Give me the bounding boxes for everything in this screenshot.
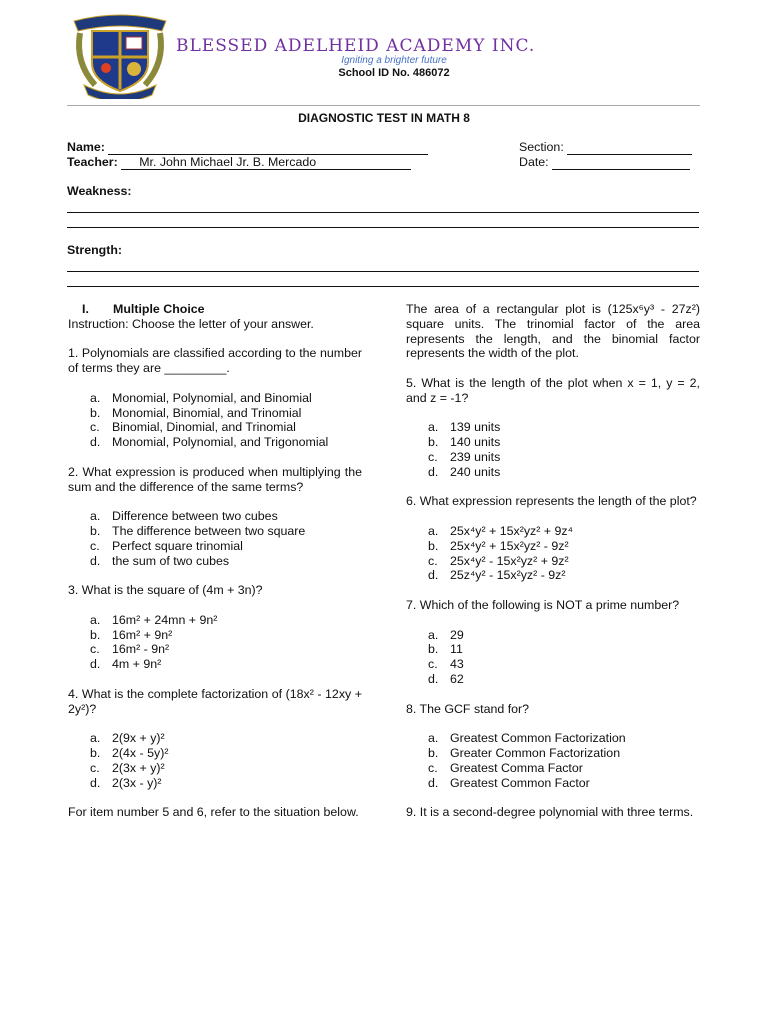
teacher-field[interactable]	[67, 155, 411, 170]
answer-option[interactable]	[428, 420, 722, 435]
instruction: Instruction: Choose the letter of your answer.	[68, 316, 314, 331]
answer-options	[68, 731, 362, 790]
question-text: 2. What expression is produced when multiplying the sum and the difference of the same terms?	[68, 464, 362, 494]
option-letter: b.	[90, 745, 101, 760]
answer-option[interactable]	[428, 628, 722, 643]
option-letter: a.	[428, 420, 439, 435]
section-title: Multiple Choice	[113, 302, 205, 316]
section-field[interactable]	[519, 140, 692, 155]
name-label: Name:	[67, 140, 105, 154]
option-text: 2(3x + y)²	[112, 760, 165, 775]
option-letter: a.	[428, 523, 439, 538]
option-letter: a.	[428, 627, 439, 642]
answer-option[interactable]	[90, 539, 384, 554]
section-label: Section:	[519, 140, 564, 154]
option-text: 2(9x + y)²	[112, 731, 165, 746]
option-letter: d.	[90, 657, 101, 672]
option-text: 25x⁴y² + 15x²yz² - 9z²	[450, 538, 569, 553]
option-text: 16m² + 24mn + 9n²	[112, 612, 218, 627]
answer-option[interactable]	[428, 776, 722, 791]
answer-option[interactable]	[90, 776, 384, 791]
header-divider	[67, 105, 700, 106]
option-letter: b.	[90, 523, 101, 538]
answer-option[interactable]	[90, 554, 384, 569]
answer-option[interactable]	[428, 539, 722, 554]
answer-option[interactable]	[90, 420, 384, 435]
answer-options	[68, 391, 362, 450]
option-text: 25x⁴y² + 15x²yz² + 9z⁴	[450, 523, 573, 538]
test-title: DIAGNOSTIC TEST IN MATH 8	[298, 111, 470, 125]
option-text: 25x⁴y² - 15x²yz² + 9z²	[450, 553, 569, 568]
situation-text: The area of a rectangular plot is (125x⁶y³ - 27z²) square units. The trinomial factor of the area represents the length, and the binomial factor represents the width of the plot.	[406, 302, 700, 361]
option-text: Binomial, Dinomial, and Trinomial	[112, 420, 296, 435]
option-letter: a.	[90, 612, 101, 627]
option-text: 11	[450, 642, 463, 657]
option-text: 25z⁴y² - 15x²yz² - 9z²	[450, 568, 566, 583]
answer-option[interactable]	[90, 524, 384, 539]
option-letter: d.	[90, 775, 101, 790]
option-text: Monomial, Binomial, and Trinomial	[112, 405, 302, 420]
answer-option[interactable]	[428, 450, 722, 465]
strength-line[interactable]	[67, 286, 699, 287]
option-letter: c.	[428, 449, 438, 464]
option-text: 43	[450, 657, 464, 672]
option-text: 16m² + 9n²	[112, 627, 173, 642]
option-text: 2(4x - 5y)²	[112, 745, 169, 760]
school-name: BLESSED ADELHEID ACADEMY INC.	[176, 36, 536, 56]
answer-options	[406, 628, 700, 687]
option-letter: b.	[90, 405, 101, 420]
answer-options	[406, 731, 700, 790]
answer-option[interactable]	[428, 731, 722, 746]
question-text: 8. The GCF stand for?	[406, 701, 530, 716]
weakness-line[interactable]	[67, 212, 699, 213]
answer-option[interactable]	[428, 672, 722, 687]
answer-option[interactable]	[90, 746, 384, 761]
option-text: Difference between two cubes	[112, 509, 278, 524]
date-field[interactable]	[519, 155, 690, 170]
option-text: Greatest Common Factor	[450, 775, 590, 790]
weakness-label: Weakness:	[67, 184, 132, 198]
question-text: 6. What expression represents the length of the plot?	[406, 494, 697, 509]
option-letter: d.	[428, 775, 439, 790]
option-letter: b.	[90, 627, 101, 642]
answer-option[interactable]	[90, 613, 384, 628]
left-column	[68, 302, 362, 835]
school-id: School ID No. 486072	[338, 67, 450, 79]
option-letter: a.	[90, 731, 101, 746]
option-text: the sum of two cubes	[112, 553, 230, 568]
answer-option[interactable]	[428, 761, 722, 776]
option-letter: a.	[90, 509, 101, 524]
option-letter: b.	[428, 538, 439, 553]
option-text: 239 units	[450, 449, 501, 464]
answer-option[interactable]	[428, 524, 722, 539]
option-text: Greatest Common Factorization	[450, 731, 626, 746]
option-text: 240 units	[450, 464, 501, 479]
question-text: 4. What is the complete factorization of (18x² - 12xy + 2y²)?	[68, 686, 362, 716]
option-letter: d.	[90, 553, 101, 568]
situation-note: For item number 5 and 6, refer to the situation below.	[68, 805, 359, 820]
question-text: 7. Which of the following is NOT a prime number?	[406, 597, 680, 612]
right-column	[406, 302, 700, 835]
weakness-line[interactable]	[67, 227, 699, 228]
option-text: Monomial, Polynomial, and Binomial	[112, 390, 312, 405]
date-label: Date:	[519, 155, 549, 169]
answer-option[interactable]	[428, 554, 722, 569]
option-text: Greatest Comma Factor	[450, 760, 583, 775]
answer-options	[68, 509, 362, 568]
answer-option[interactable]	[90, 731, 384, 746]
answer-option[interactable]	[428, 657, 722, 672]
option-letter: b.	[428, 435, 439, 450]
option-text: The difference between two square	[112, 523, 306, 538]
option-text: 29	[450, 627, 464, 642]
question-text: 1. Polynomials are classified according to the number of terms they are _________.	[68, 346, 362, 376]
option-text: 140 units	[450, 435, 501, 450]
option-letter: a.	[428, 731, 439, 746]
answer-option[interactable]	[428, 435, 722, 450]
answer-option[interactable]	[90, 391, 384, 406]
option-text: 2(3x - y)²	[112, 775, 162, 790]
option-letter: c.	[428, 657, 438, 672]
section-heading	[68, 302, 362, 317]
option-text: Greater Common Factorization	[450, 745, 621, 760]
question-text: 5. What is the length of the plot when x = 1, y = 2, and z = -1?	[406, 375, 700, 405]
strength-label: Strength:	[67, 243, 123, 257]
option-letter: d.	[90, 435, 101, 450]
option-text: 16m² - 9n²	[112, 642, 170, 657]
option-text: 62	[450, 671, 464, 686]
option-text: Monomial, Polynomial, and Trigonomial	[112, 435, 329, 450]
option-text: 4m + 9n²	[112, 657, 162, 672]
name-field[interactable]	[67, 140, 428, 155]
answer-option[interactable]	[428, 465, 722, 480]
option-letter: c.	[428, 553, 438, 568]
section-number: I.	[82, 302, 89, 316]
option-letter: d.	[428, 568, 439, 583]
answer-option[interactable]	[90, 761, 384, 776]
option-letter: c.	[90, 420, 100, 435]
answer-option[interactable]	[428, 568, 722, 583]
option-letter: d.	[428, 671, 439, 686]
teacher-value: Mr. John Michael Jr. B. Mercado	[121, 155, 411, 170]
teacher-label: Teacher:	[67, 155, 118, 169]
strength-line[interactable]	[67, 271, 699, 272]
option-text: 139 units	[450, 420, 501, 435]
option-letter: c.	[90, 538, 100, 553]
answer-option[interactable]	[428, 642, 722, 657]
answer-option[interactable]	[90, 657, 384, 672]
answer-option[interactable]	[90, 642, 384, 657]
option-letter: a.	[90, 390, 101, 405]
answer-options	[406, 524, 700, 583]
answer-options	[406, 420, 700, 479]
school-tagline: Igniting a brighter future	[341, 55, 447, 66]
option-letter: c.	[90, 760, 100, 775]
question-text: 9. It is a second-degree polynomial with three terms.	[406, 805, 694, 820]
question-text: 3. What is the square of (4m + 3n)?	[68, 583, 263, 598]
answer-options	[68, 613, 362, 672]
answer-option[interactable]	[90, 628, 384, 643]
option-letter: c.	[90, 642, 100, 657]
option-letter: b.	[428, 642, 439, 657]
option-letter: d.	[428, 464, 439, 479]
option-letter: b.	[428, 745, 439, 760]
option-letter: c.	[428, 760, 438, 775]
answer-option[interactable]	[90, 406, 384, 421]
answer-option[interactable]	[90, 509, 384, 524]
answer-option[interactable]	[428, 746, 722, 761]
option-text: Perfect square trinomial	[112, 538, 243, 553]
answer-option[interactable]	[90, 435, 384, 450]
